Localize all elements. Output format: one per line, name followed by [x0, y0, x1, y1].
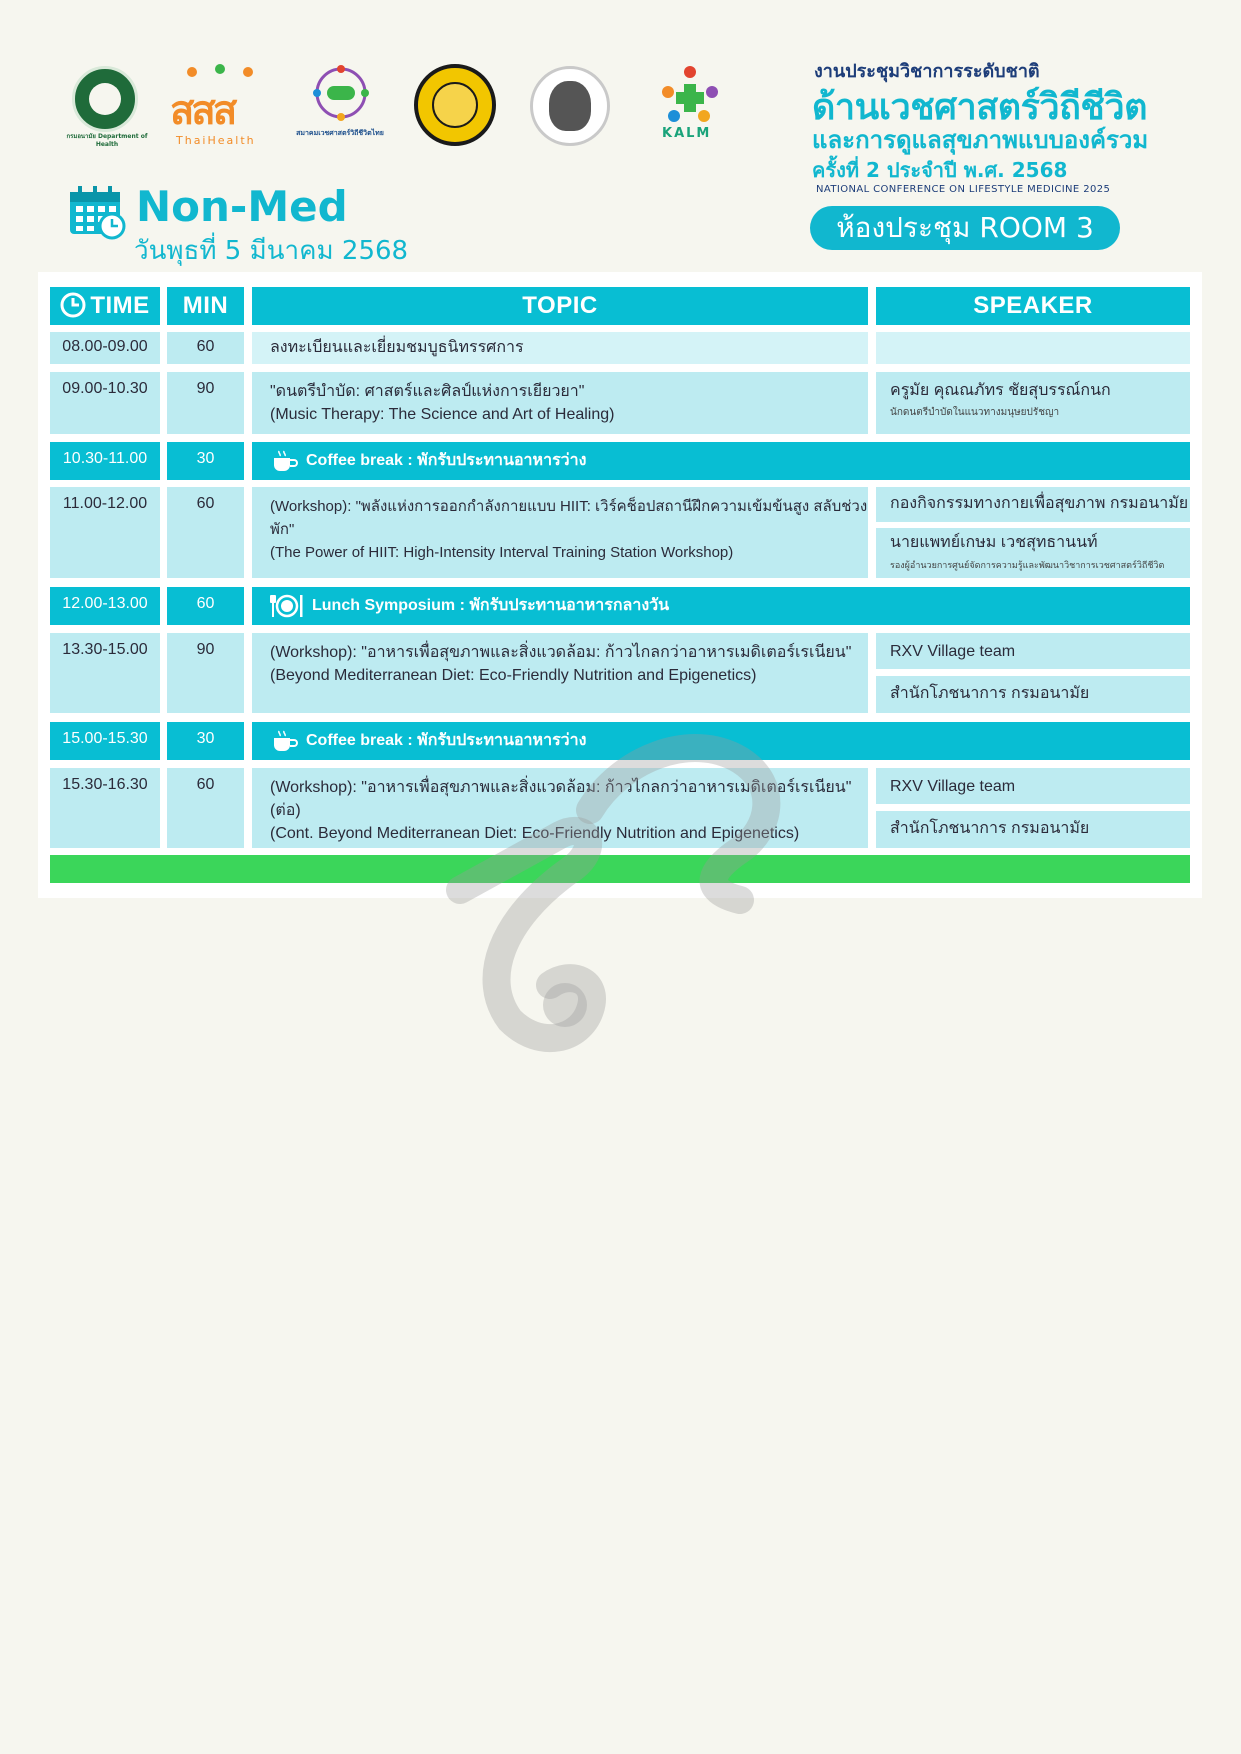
topic-english: (Music Therapy: The Science and Art of Healing) — [270, 406, 615, 423]
row-time: 15.30-16.30 — [50, 768, 160, 848]
portrait-seal — [530, 66, 610, 146]
conference-title-line1: งานประชุมวิชาการระดับชาติ — [814, 61, 1040, 82]
row-time: 09.00-10.30 — [50, 372, 160, 434]
ring-icon — [312, 62, 370, 124]
conference-english-title: NATIONAL CONFERENCE ON LIFESTYLE MEDICINE 2025 — [816, 184, 1111, 195]
topic-english: (The Power of HIIT: High-Intensity Interval Training Station Workshop) — [270, 544, 734, 561]
track-title: Non-Med — [136, 182, 348, 231]
plate-cutlery-icon — [270, 593, 304, 619]
header-topic: TOPIC — [252, 287, 868, 325]
row-speaker: สำนักโภชนาการ กรมอนามัย — [876, 811, 1190, 848]
coffee-break-row — [252, 442, 1190, 480]
row-time: 11.00-12.00 — [50, 487, 160, 578]
row-min: 60 — [167, 768, 244, 848]
row-speaker: RXV Village team — [876, 768, 1190, 804]
row-time: 13.30-15.00 — [50, 633, 160, 713]
row-speaker: RXV Village team — [876, 633, 1190, 669]
row-min: 30 — [167, 442, 244, 480]
room-badge: ห้องประชุม ROOM 3 — [810, 206, 1120, 250]
topic-english: (Beyond Mediterranean Diet: Eco-Friendly Nutrition and Epigenetics) — [270, 667, 757, 684]
row-topic — [252, 633, 868, 713]
topic-thai: "ดนตรีบำบัด: ศาสตร์และศิลป์แห่งการเยียวยา" — [270, 383, 585, 400]
track-date: วันพุธที่ 5 มีนาคม 2568 — [134, 236, 409, 266]
row-min: 90 — [167, 372, 244, 434]
footer-bar — [50, 855, 1190, 883]
speaker-name: นายแพทย์เกษม เวชสุทธานนท์ — [890, 534, 1098, 551]
medical-association-seal — [414, 64, 496, 146]
thaihealth-wordmark: สสส — [170, 88, 235, 134]
kalm-wordmark: KALM — [662, 126, 712, 141]
header-speaker: SPEAKER — [876, 287, 1190, 325]
conference-title-line3: และการดูแลสุขภาพแบบองค์รวม — [812, 126, 1149, 154]
row-time: 08.00-09.00 — [50, 332, 160, 364]
lifestyle-medicine-association-logo — [290, 62, 390, 146]
row-speaker: สำนักโภชนาการ กรมอนามัย — [876, 676, 1190, 713]
row-min: 30 — [167, 722, 244, 760]
row-min: 60 — [167, 587, 244, 625]
department-of-health-caption: กรมอนามัย Department of Health — [66, 133, 148, 148]
row-topic — [252, 372, 868, 434]
row-topic — [252, 768, 868, 848]
speaker-name: ครูมัย คุณณภัทร ชัยสุบรรณ์กนก — [890, 382, 1111, 399]
row-speaker-empty — [876, 332, 1190, 364]
health-cross-icon — [660, 64, 720, 124]
row-speaker — [876, 528, 1190, 578]
lunch-row — [252, 587, 1190, 625]
row-speaker: กองกิจกรรมทางกายเพื่อสุขภาพ กรมอนามัย — [876, 487, 1190, 522]
thaihealth-logo — [170, 64, 280, 148]
topic-thai: (Workshop): "พลังแห่งการออกกำลังกายแบบ HIIT: เวิร์คช็อปสถานีฝึกความเข้มข้นสูง สลับช่วงพัก" — [270, 498, 868, 538]
topic-english: (Cont. Beyond Mediterranean Diet: Eco-Friendly Nutrition and Epigenetics) — [270, 825, 800, 842]
coffee-cup-icon — [270, 729, 298, 753]
break-label: Coffee break : พักรับประทานอาหารว่าง — [306, 452, 587, 469]
thaihealth-subtext: ThaiHealth — [176, 134, 256, 147]
row-topic — [252, 487, 868, 578]
header-min: MIN — [167, 287, 244, 325]
topic-thai: (Workshop): "อาหารเพื่อสุขภาพและสิ่งแวดล้อม: ก้าวไกลกว่าอาหารเมดิเตอร์เรเนียน" (ต่อ) — [270, 779, 852, 819]
row-min: 90 — [167, 633, 244, 713]
speaker-title: นักดนตรีบำบัดในแนวทางมนุษยปรัชญา — [890, 407, 1060, 418]
row-speaker — [876, 372, 1190, 434]
break-label: Lunch Symposium : พักรับประทานอาหารกลางวัน — [312, 597, 670, 614]
row-topic: ลงทะเบียนและเยี่ยมชมบูธนิทรรศการ — [252, 332, 868, 364]
row-min: 60 — [167, 332, 244, 364]
row-time: 12.00-13.00 — [50, 587, 160, 625]
conference-edition: ครั้งที่ 2 ประจำปี พ.ศ. 2568 — [812, 158, 1068, 182]
header-time — [50, 287, 160, 325]
header-time-label: TIME — [90, 292, 150, 319]
speaker-title: รองผู้อำนวยการศูนย์จัดการความรู้และพัฒนาวิชาการเวชศาสตร์วิถีชีวิต — [890, 560, 1165, 570]
topic-thai: (Workshop): "อาหารเพื่อสุขภาพและสิ่งแวดล้อม: ก้าวไกลกว่าอาหารเมดิเตอร์เรเนียน" — [270, 644, 852, 661]
coffee-break-row — [252, 722, 1190, 760]
break-label: Coffee break : พักรับประทานอาหารว่าง — [306, 732, 587, 749]
kalm-logo — [652, 64, 728, 148]
clock-icon — [60, 292, 86, 318]
row-time: 10.30-11.00 — [50, 442, 160, 480]
row-min: 60 — [167, 487, 244, 578]
coffee-cup-icon — [270, 449, 298, 473]
row-time: 15.00-15.30 — [50, 722, 160, 760]
conference-title-line2: ด้านเวชศาสตร์วิถีชีวิต — [812, 87, 1147, 128]
association-caption: สมาคมเวชศาสตร์วิถีชีวิตไทย — [296, 129, 384, 137]
department-of-health-logo — [72, 66, 138, 132]
calendar-clock-icon — [68, 184, 126, 240]
